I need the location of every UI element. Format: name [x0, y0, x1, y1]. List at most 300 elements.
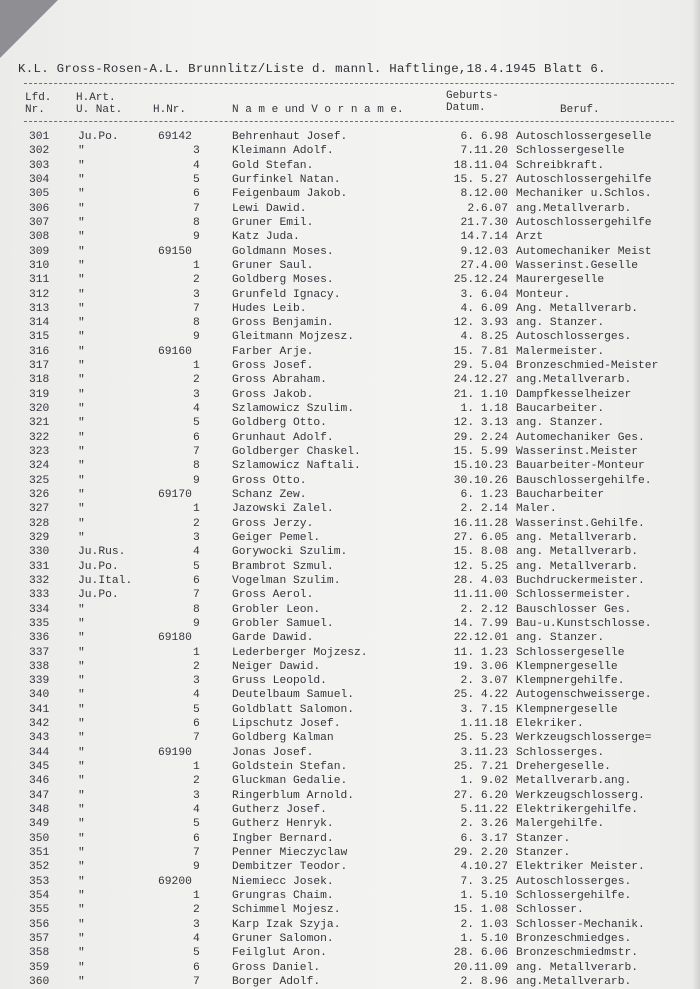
occupation: ang. Metallverarb.	[516, 531, 639, 544]
prisoner-number-suffix: 4	[193, 546, 200, 559]
nationality: "	[78, 746, 85, 759]
birth-date: 9.12.03	[460, 245, 508, 258]
occupation: Metallverarb.ang.	[516, 775, 632, 788]
occupation: ang. Metallverarb.	[516, 560, 639, 573]
birth-date: 1. 5.10	[460, 889, 508, 902]
prisoner-number-suffix: 3	[193, 675, 200, 688]
nationality: "	[78, 331, 85, 344]
table-row	[0, 359, 700, 373]
prisoner-number-suffix: 7	[193, 732, 200, 745]
occupation: ang. Metallverarb.	[516, 961, 639, 974]
page-title: K.L. Gross-Rosen-A.L. Brunnlitz/Liste d. mannl. Haftlinge,18.4.1945 Blatt 6.	[18, 62, 606, 76]
birth-date: 29. 5.04	[453, 360, 508, 373]
prisoner-name: Penner Mieczyclaw	[232, 847, 348, 859]
prisoner-name: Grungras Chaim.	[232, 889, 334, 902]
prisoner-name: Goldberg Otto.	[232, 417, 327, 430]
prisoner-name: Ringerblum Arnold.	[232, 789, 355, 802]
birth-date: 20.11.09	[453, 961, 508, 974]
row-number: 316	[29, 345, 50, 358]
occupation: Stanzer.	[516, 847, 571, 859]
prisoner-name: Ingber Bernard.	[232, 832, 334, 845]
row-number: 336	[29, 632, 50, 645]
prisoner-name: Gruner Emil.	[232, 216, 314, 229]
row-number: 343	[29, 732, 50, 745]
prisoner-name: Schimmel Mojesz.	[232, 904, 341, 917]
prisoner-name: Goldstein Stefan.	[232, 761, 348, 774]
birth-date: 4.10.27	[460, 861, 508, 874]
prisoner-number-suffix: 6	[193, 961, 200, 974]
occupation: Schreibkraft.	[516, 159, 605, 172]
row-number: 360	[29, 975, 50, 988]
birth-date: 3.11.23	[460, 746, 508, 759]
table-row	[0, 803, 700, 817]
table-row	[0, 216, 700, 230]
occupation: Autoschlosserges.	[516, 331, 632, 344]
nationality: Ju.Ital.	[78, 574, 133, 587]
table-row	[0, 388, 700, 402]
occupation: Bauschlosser Ges.	[516, 603, 632, 616]
prisoner-number-suffix: 3	[193, 531, 200, 544]
prisoner-name: Jazowski Zalel.	[232, 503, 334, 516]
prisoner-number-suffix: 7	[193, 975, 200, 988]
table-row	[0, 488, 700, 502]
row-number: 327	[29, 503, 50, 516]
row-number: 357	[29, 932, 50, 945]
prisoner-number-suffix: 2	[193, 274, 200, 287]
nationality: "	[78, 703, 85, 716]
table-row	[0, 288, 700, 302]
nationality: "	[78, 159, 85, 172]
prisoner-name: Gutherz Henryk.	[232, 818, 334, 831]
birth-date: 28. 4.03	[453, 574, 508, 587]
table-row	[0, 975, 700, 989]
prisoner-name: Karp Izak Szyja.	[232, 918, 341, 931]
row-number: 340	[29, 689, 50, 702]
row-number: 313	[29, 302, 50, 315]
row-number: 303	[29, 159, 50, 172]
occupation: Ang. Metallverarb.	[516, 302, 639, 315]
row-number: 304	[29, 173, 50, 186]
birth-date: 4. 6.09	[460, 302, 508, 315]
prisoner-number-suffix: 5	[193, 560, 200, 573]
birth-date: 14.7.14	[460, 231, 508, 244]
nationality: "	[78, 689, 85, 702]
birth-date: 30.10.26	[453, 474, 508, 487]
prisoner-number-suffix: 4	[193, 403, 200, 416]
prisoner-number-suffix: 5	[193, 703, 200, 716]
table-row	[0, 846, 700, 860]
table-row	[0, 817, 700, 831]
row-number: 308	[29, 231, 50, 244]
prisoner-number-suffix: 9	[193, 861, 200, 874]
occupation: Schlossergeselle	[516, 646, 625, 659]
prisoner-number-suffix: 3	[193, 918, 200, 931]
prisoner-name: Gleitmann Mojzesz.	[232, 331, 355, 344]
nationality: "	[78, 274, 85, 287]
table-row	[0, 961, 700, 975]
table-row	[0, 617, 700, 631]
nationality: "	[78, 889, 85, 902]
birth-date: 5.11.22	[460, 804, 508, 817]
table-row	[0, 903, 700, 917]
occupation: Automechaniker Meist	[516, 245, 652, 258]
prisoner-name: Grunhaut Adolf.	[232, 431, 334, 444]
prisoner-name: Gross Otto.	[232, 474, 307, 487]
occupation: Bronzeschmied-Meister	[516, 360, 659, 373]
prisoner-number-suffix: 5	[193, 173, 200, 186]
header-beruf: Beruf.	[560, 104, 600, 116]
nationality: "	[78, 474, 85, 487]
table-row	[0, 646, 700, 660]
prisoner-number-suffix: 2	[193, 904, 200, 917]
prisoner-number-suffix: 1	[193, 889, 200, 902]
prisoner-name: Grobler Samuel.	[232, 617, 334, 630]
occupation: Autogenschweisserge.	[516, 689, 652, 702]
occupation: Elektriker Meister.	[516, 861, 645, 874]
table-row	[0, 416, 700, 430]
row-number: 330	[29, 546, 50, 559]
birth-date: 15. 7.81	[453, 345, 508, 358]
prisoner-name: Dembitzer Teodor.	[232, 861, 348, 874]
birth-date: 16.11.28	[453, 517, 508, 530]
occupation: Schlosser-Mechanik.	[516, 918, 645, 931]
table-row	[0, 588, 700, 602]
table-row	[0, 402, 700, 416]
prisoner-number-suffix: 4	[193, 804, 200, 817]
prisoner-name: Gruss Leopold.	[232, 675, 327, 688]
row-number: 345	[29, 761, 50, 774]
birth-date: 29. 2.20	[453, 847, 508, 859]
occupation: Schlossergehilfe.	[516, 889, 632, 902]
prisoner-name: Gorywocki Szulim.	[232, 546, 348, 559]
occupation: ang. Stanzer.	[516, 317, 605, 330]
table-row	[0, 144, 700, 158]
birth-date: 6. 6.98	[460, 131, 508, 143]
prisoner-name: Gross Daniel.	[232, 961, 321, 974]
prisoner-name: Garde Dawid.	[232, 632, 314, 645]
table-row	[0, 688, 700, 702]
row-number: 350	[29, 832, 50, 845]
header-geburts: Geburts-	[446, 90, 499, 102]
birth-date: 14. 7.99	[453, 617, 508, 630]
occupation: Autoschlossergehilfe	[516, 173, 652, 186]
prisoner-number-suffix: 6	[193, 574, 200, 587]
birth-date: 27. 6.05	[453, 531, 508, 544]
birth-date: 3. 6.04	[460, 288, 508, 301]
nationality: "	[78, 446, 85, 459]
occupation: Bronzeschmiedmstr.	[516, 947, 639, 960]
table-row	[0, 660, 700, 674]
birth-date: 29. 2.24	[453, 431, 508, 444]
table-row	[0, 431, 700, 445]
row-number: 307	[29, 216, 50, 229]
row-number: 322	[29, 431, 50, 444]
prisoner-name: Neiger Dawid.	[232, 660, 321, 673]
occupation: Arzt	[516, 231, 544, 244]
nationality: "	[78, 345, 85, 358]
prisoner-name: Gross Aerol.	[232, 589, 314, 602]
prisoner-number-suffix: 5	[193, 818, 200, 831]
birth-date: 2.6.07	[467, 202, 508, 215]
birth-date: 15. 5.99	[453, 446, 508, 459]
nationality: "	[78, 603, 85, 616]
table-row	[0, 459, 700, 473]
prisoner-name: Grobler Leon.	[232, 603, 321, 616]
nationality: "	[78, 360, 85, 373]
occupation: Bauschlossergehilfe.	[516, 474, 652, 487]
table-row	[0, 703, 700, 717]
nationality: "	[78, 188, 85, 201]
occupation: Bronzeschmiedges.	[516, 932, 632, 945]
table-row	[0, 202, 700, 216]
prisoner-number-suffix: 2	[193, 517, 200, 530]
row-number: 355	[29, 904, 50, 917]
table-row	[0, 330, 700, 344]
occupation: Werkzeugschlosserg.	[516, 789, 645, 802]
occupation: Wasserinst.Geselle	[516, 259, 639, 272]
nationality: "	[78, 245, 85, 258]
nationality: "	[78, 904, 85, 917]
prisoner-number-suffix: 7	[193, 446, 200, 459]
birth-date: 15. 1.08	[453, 904, 508, 917]
birth-date: 2. 2.12	[460, 603, 508, 616]
occupation: Werkzeugschlosserge=	[516, 732, 652, 745]
prisoner-name: Hudes Leib.	[232, 302, 307, 315]
title-rule	[24, 83, 674, 84]
occupation: Schlossermeister.	[516, 589, 632, 602]
nationality: "	[78, 718, 85, 731]
row-number: 354	[29, 889, 50, 902]
occupation: Automechaniker Ges.	[516, 431, 645, 444]
table-row	[0, 230, 700, 244]
header-hart-1: H.Art.	[76, 92, 116, 104]
row-number: 320	[29, 403, 50, 416]
nationality: "	[78, 173, 85, 186]
table-row	[0, 946, 700, 960]
row-number: 317	[29, 360, 50, 373]
occupation: Drehergeselle.	[516, 761, 611, 774]
nationality: "	[78, 388, 85, 401]
prisoner-number-suffix: 5	[193, 947, 200, 960]
nationality: "	[78, 961, 85, 974]
occupation: ang.Metallverarb.	[516, 202, 632, 215]
header-name: N a m e und V o r n a m e.	[232, 104, 404, 116]
prisoner-name: Szlamowicz Szulim.	[232, 403, 355, 416]
row-number: 312	[29, 288, 50, 301]
row-number: 305	[29, 188, 50, 201]
nationality: "	[78, 932, 85, 945]
prisoner-number: 69142	[158, 131, 192, 143]
prisoner-name: Gruner Salomon.	[232, 932, 334, 945]
birth-date: 25. 5.23	[453, 732, 508, 745]
row-number: 328	[29, 517, 50, 530]
row-number: 321	[29, 417, 50, 430]
row-number: 333	[29, 589, 50, 602]
prisoner-name: Borger Adolf.	[232, 975, 321, 988]
prisoner-number-suffix: 5	[193, 417, 200, 430]
nationality: "	[78, 761, 85, 774]
birth-date: 8.12.00	[460, 188, 508, 201]
occupation: Klempnergeselle	[516, 703, 618, 716]
prisoner-name: Feigenbaum Jakob.	[232, 188, 348, 201]
nationality: "	[78, 489, 85, 501]
birth-date: 15.10.23	[453, 460, 508, 473]
nationality: "	[78, 847, 85, 859]
prisoner-number-suffix: 7	[193, 847, 200, 859]
row-number: 311	[29, 274, 50, 287]
row-number: 358	[29, 947, 50, 960]
row-number: 347	[29, 789, 50, 802]
prisoner-name: Farber Arje.	[232, 345, 314, 358]
table-row	[0, 631, 700, 645]
row-number: 346	[29, 775, 50, 788]
table-row	[0, 560, 700, 574]
occupation: Maurergeselle	[516, 274, 605, 287]
nationality: "	[78, 145, 85, 158]
occupation: Schlosserges.	[516, 746, 605, 759]
row-number: 302	[29, 145, 50, 158]
prisoner-name: Geiger Pemel.	[232, 531, 321, 544]
prisoner-number-suffix: 3	[193, 789, 200, 802]
prisoner-name: Gold Stefan.	[232, 159, 314, 172]
table-row	[0, 517, 700, 531]
nationality: "	[78, 460, 85, 473]
table-row	[0, 302, 700, 316]
table-row	[0, 531, 700, 545]
occupation: Autoschlosserges.	[516, 875, 632, 888]
nationality: "	[78, 617, 85, 630]
birth-date: 2. 3.26	[460, 818, 508, 831]
birth-date: 1. 9.02	[460, 775, 508, 788]
prisoner-number-suffix: 9	[193, 617, 200, 630]
row-number: 318	[29, 374, 50, 387]
row-number: 332	[29, 574, 50, 587]
prisoner-number-suffix: 3	[193, 288, 200, 301]
row-number: 348	[29, 804, 50, 817]
prisoner-number-suffix: 1	[193, 259, 200, 272]
row-number: 341	[29, 703, 50, 716]
nationality: "	[78, 918, 85, 931]
occupation: ang.Metallverarb.	[516, 374, 632, 387]
occupation: Bauarbeiter-Monteur	[516, 460, 645, 473]
nationality: "	[78, 632, 85, 645]
prisoner-number-suffix: 7	[193, 589, 200, 602]
birth-date: 11. 1.23	[453, 646, 508, 659]
header-hart-2: U. Nat.	[76, 104, 123, 116]
prisoner-name: Gruner Saul.	[232, 259, 314, 272]
table-row	[0, 130, 700, 144]
birth-date: 2. 8.96	[460, 975, 508, 988]
nationality: Ju.Po.	[78, 589, 119, 602]
row-number: 338	[29, 660, 50, 673]
table-row	[0, 860, 700, 874]
prisoner-number-suffix: 4	[193, 159, 200, 172]
nationality: "	[78, 431, 85, 444]
occupation: ang. Stanzer.	[516, 632, 605, 645]
prisoner-name: Goldblatt Salomon.	[232, 703, 355, 716]
nationality: "	[78, 503, 85, 516]
prisoner-name: Szlamowicz Naftali.	[232, 460, 361, 473]
occupation: ang. Stanzer.	[516, 417, 605, 430]
prisoner-number-suffix: 9	[193, 331, 200, 344]
occupation: Wasserinst.Gehilfe.	[516, 517, 645, 530]
row-number: 324	[29, 460, 50, 473]
occupation: Schlossergeselle	[516, 145, 625, 158]
row-number: 301	[29, 131, 50, 143]
table-row	[0, 316, 700, 330]
table-row	[0, 445, 700, 459]
row-number: 319	[29, 388, 50, 401]
nationality: "	[78, 789, 85, 802]
table-row	[0, 875, 700, 889]
occupation: Buchdruckermeister.	[516, 574, 645, 587]
prisoner-name: Niemiecc Josek.	[232, 875, 334, 888]
prisoner-number-suffix: 8	[193, 317, 200, 330]
prisoner-name: Grunfeld Ignacy.	[232, 288, 341, 301]
nationality: "	[78, 531, 85, 544]
nationality: "	[78, 317, 85, 330]
occupation: Dampfkesselheizer	[516, 388, 632, 401]
prisoner-number-suffix: 1	[193, 503, 200, 516]
occupation: Malermeister.	[516, 345, 605, 358]
row-number: 314	[29, 317, 50, 330]
birth-date: 12. 3.13	[453, 417, 508, 430]
prisoner-name: Schanz Zew.	[232, 489, 307, 501]
table-row	[0, 717, 700, 731]
row-number: 335	[29, 617, 50, 630]
table-row	[0, 832, 700, 846]
table-row	[0, 545, 700, 559]
nationality: "	[78, 947, 85, 960]
nationality: "	[78, 403, 85, 416]
row-number: 337	[29, 646, 50, 659]
birth-date: 6. 1.23	[460, 489, 508, 501]
nationality: "	[78, 646, 85, 659]
birth-date: 2. 2.14	[460, 503, 508, 516]
prisoner-number-suffix: 2	[193, 660, 200, 673]
prisoner-name: Gross Jakob.	[232, 388, 314, 401]
row-number: 310	[29, 259, 50, 272]
birth-date: 2. 3.07	[460, 675, 508, 688]
nationality: "	[78, 975, 85, 988]
prisoner-number-suffix: 7	[193, 202, 200, 215]
nationality: "	[78, 875, 85, 888]
nationality: "	[78, 417, 85, 430]
table-row	[0, 373, 700, 387]
birth-date: 7. 3.25	[460, 875, 508, 888]
prisoner-number-suffix: 6	[193, 188, 200, 201]
header-lfd-1: Lfd.	[25, 92, 52, 104]
row-number: 342	[29, 718, 50, 731]
header-lfd-2: Nr.	[25, 104, 45, 116]
nationality: "	[78, 832, 85, 845]
occupation: Malergehilfe.	[516, 818, 605, 831]
occupation: Schlosser.	[516, 904, 584, 917]
prisoner-name: Kleimann Adolf.	[232, 145, 334, 158]
table-row	[0, 746, 700, 760]
nationality: "	[78, 259, 85, 272]
prisoner-number-suffix: 4	[193, 689, 200, 702]
nationality: "	[78, 216, 85, 229]
prisoner-name: Lipschutz Josef.	[232, 718, 341, 731]
prisoner-name: Gross Josef.	[232, 360, 314, 373]
prisoner-number: 69170	[158, 489, 192, 501]
prisoner-name: Gurfinkel Natan.	[232, 173, 341, 186]
prisoner-name: Gross Benjamin.	[232, 317, 334, 330]
birth-date: 21. 1.10	[453, 388, 508, 401]
occupation: Elekriker.	[516, 718, 584, 731]
prisoner-number-suffix: 1	[193, 360, 200, 373]
